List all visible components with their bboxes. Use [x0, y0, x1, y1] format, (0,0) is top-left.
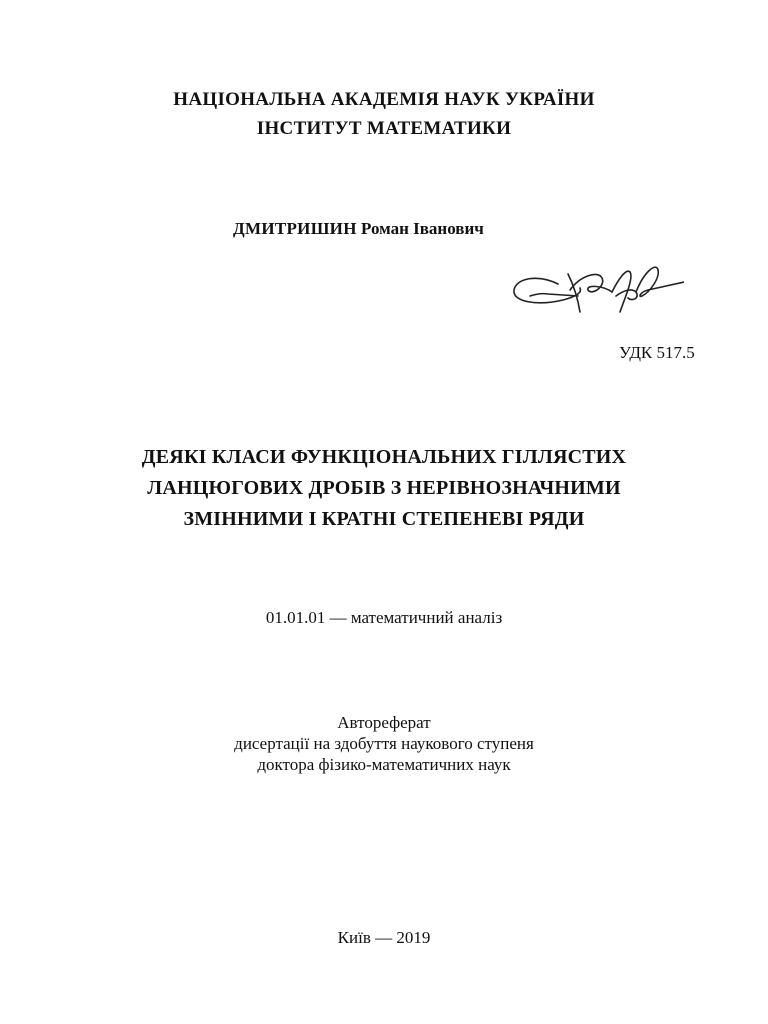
academy-name: НАЦІОНАЛЬНА АКАДЕМІЯ НАУК УКРАЇНИ — [173, 89, 595, 110]
author-given-names: Роман Іванович — [360, 219, 484, 238]
signature-image — [508, 256, 684, 320]
specialty-code: 01.01.01 — математичний аналіз — [265, 608, 503, 627]
author-surname: ДМИТРИШИН — [233, 219, 357, 238]
title-line-3: ЗМІННИМИ І КРАТНІ СТЕПЕНЕВІ РЯДИ — [183, 508, 585, 530]
description-line-1: Автореферат — [337, 713, 431, 732]
description-line-2: дисертації на здобуття наукового ступеня — [234, 734, 534, 753]
author-name — [233, 219, 484, 239]
place-and-year: Київ — 2019 — [337, 928, 431, 947]
udk-code: УДК 517.5 — [619, 343, 695, 362]
title-line-2: ЛАНЦЮГОВИХ ДРОБІВ З НЕРІВНОЗНАЧНИМИ — [147, 477, 621, 499]
description-line-3: доктора фізико-математичних наук — [257, 755, 511, 774]
institute-name: ІНСТИТУТ МАТЕМАТИКИ — [256, 118, 512, 139]
title-line-1: ДЕЯКІ КЛАСИ ФУНКЦІОНАЛЬНИХ ГІЛЛЯСТИХ — [141, 446, 627, 468]
